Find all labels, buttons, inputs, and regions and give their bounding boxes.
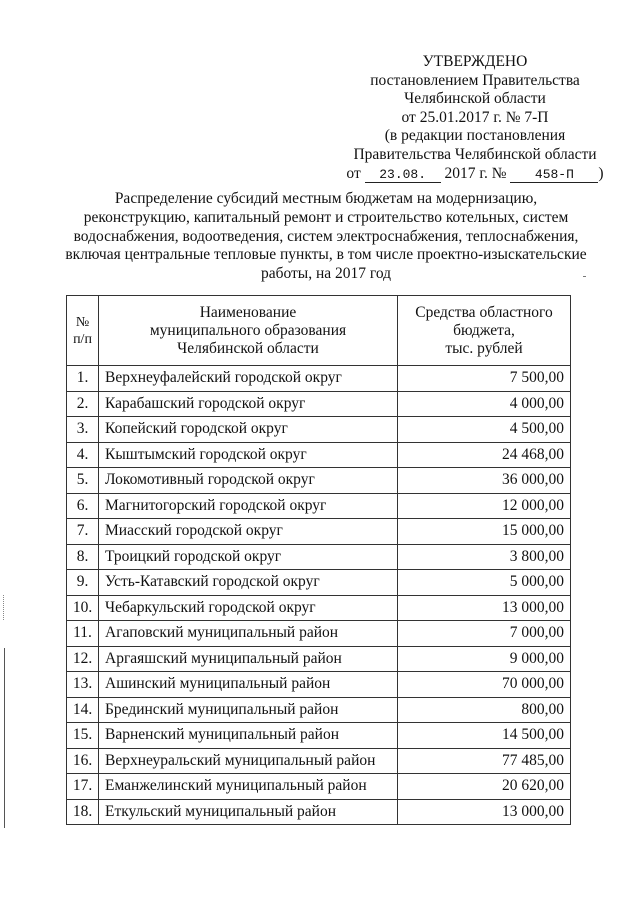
table-row (67, 774, 571, 800)
subsidy-amount: 14 500,00 (398, 723, 571, 749)
table-row (67, 621, 571, 647)
row-number: 7. (67, 519, 99, 545)
amendment-number: 458-П (510, 168, 598, 183)
header-amount: Средства областного бюджета, тыс. рублей (398, 296, 571, 366)
subsidy-table (66, 295, 571, 825)
row-number: 3. (67, 417, 99, 443)
subsidy-amount: 77 485,00 (398, 748, 571, 774)
table-row (67, 672, 571, 698)
subsidy-amount: 800,00 (398, 697, 571, 723)
table-row (67, 417, 571, 443)
row-number: 18. (67, 799, 99, 825)
row-number: 1. (67, 366, 99, 392)
header-number: № п/п (67, 296, 99, 366)
scan-artifact (583, 276, 586, 277)
municipality-name: Копейский городской округ (99, 417, 398, 443)
municipality-name: Аргаяшский муниципальный район (99, 646, 398, 672)
row-number: 9. (67, 570, 99, 596)
row-number: 2. (67, 391, 99, 417)
row-number: 8. (67, 544, 99, 570)
date-prefix: от (346, 164, 361, 182)
approval-stamp (330, 53, 620, 183)
municipality-name: Верхнеуфалейский городской округ (99, 366, 398, 392)
table-row (67, 748, 571, 774)
row-number: 6. (67, 493, 99, 519)
subsidy-amount: 7 000,00 (398, 621, 571, 647)
subsidy-amount: 5 000,00 (398, 570, 571, 596)
table-row (67, 442, 571, 468)
table-row (67, 570, 571, 596)
approval-heading: УТВЕРЖДЕНО (422, 53, 528, 70)
table-row (67, 799, 571, 825)
municipality-name: Ашинский муниципальный район (99, 672, 398, 698)
subsidy-amount: 13 000,00 (398, 595, 571, 621)
subsidy-amount: 70 000,00 (398, 672, 571, 698)
title-line: реконструкцию, капитальный ремонт и строительство котельных, систем (83, 208, 569, 226)
municipality-name: Еткульский муниципальный район (99, 799, 398, 825)
table-row (67, 595, 571, 621)
municipality-name: Троицкий городской округ (99, 544, 398, 570)
approval-line: Правительства Челябинской области (353, 145, 597, 163)
title-line: водоснабжения, водоотведения, систем электроснабжения, теплоснабжения, (73, 227, 579, 245)
row-number: 17. (67, 774, 99, 800)
subsidy-amount: 9 000,00 (398, 646, 571, 672)
amendment-date: 23.08. (365, 168, 441, 183)
approval-line: (в редакции постановления (384, 127, 566, 145)
municipality-name: Еманжелинский муниципальный район (99, 774, 398, 800)
approval-line: Челябинской области (404, 90, 546, 108)
municipality-name: Агаповский муниципальный район (99, 621, 398, 647)
scan-artifact (3, 595, 5, 620)
municipality-name: Локомотивный городской округ (99, 468, 398, 494)
row-number: 12. (67, 646, 99, 672)
municipality-name: Брединский муниципальный район (99, 697, 398, 723)
subsidy-amount: 7 500,00 (398, 366, 571, 392)
approval-line: от 25.01.2017 г. № 7-П (401, 108, 549, 126)
date-year: 2017 г. № (444, 164, 507, 182)
table-row (67, 519, 571, 545)
table-row (67, 697, 571, 723)
subsidy-amount: 4 500,00 (398, 417, 571, 443)
row-number: 11. (67, 621, 99, 647)
header-municipality: Наименование муниципального образования Челябинской области (99, 296, 398, 366)
document-title (62, 190, 590, 284)
municipality-name: Кыштымский городской округ (99, 442, 398, 468)
row-number: 10. (67, 595, 99, 621)
row-number: 5. (67, 468, 99, 494)
amendment-date-line (330, 165, 620, 184)
table-header-row (67, 296, 571, 366)
scan-artifact (4, 648, 5, 828)
table-row (67, 391, 571, 417)
table-row (67, 493, 571, 519)
title-line: включая центральные тепловые пункты, в том числе проектно-изыскательские (65, 246, 587, 264)
approval-line: постановлением Правительства (370, 71, 580, 89)
subsidy-amount: 12 000,00 (398, 493, 571, 519)
title-line: работы, на 2017 год (260, 265, 392, 283)
municipality-name: Карабашский городской округ (99, 391, 398, 417)
subsidy-amount: 20 620,00 (398, 774, 571, 800)
municipality-name: Чебаркульский городской округ (99, 595, 398, 621)
row-number: 16. (67, 748, 99, 774)
row-number: 14. (67, 697, 99, 723)
row-number: 4. (67, 442, 99, 468)
row-number: 15. (67, 723, 99, 749)
municipality-name: Верхнеуральский муниципальный район (99, 748, 398, 774)
subsidy-amount: 13 000,00 (398, 799, 571, 825)
row-number: 13. (67, 672, 99, 698)
subsidy-amount: 4 000,00 (398, 391, 571, 417)
table-row (67, 468, 571, 494)
table-row (67, 544, 571, 570)
subsidy-amount: 15 000,00 (398, 519, 571, 545)
subsidy-amount: 36 000,00 (398, 468, 571, 494)
municipality-name: Миасский городской округ (99, 519, 398, 545)
municipality-name: Усть-Катавский городской округ (99, 570, 398, 596)
table-row (67, 646, 571, 672)
title-line: Распределение субсидий местным бюджетам на модернизацию, (114, 190, 538, 207)
closing-paren: ) (598, 164, 604, 182)
table-row (67, 366, 571, 392)
subsidy-amount: 3 800,00 (398, 544, 571, 570)
table-row (67, 723, 571, 749)
subsidy-amount: 24 468,00 (398, 442, 571, 468)
municipality-name: Магнитогорский городской округ (99, 493, 398, 519)
municipality-name: Варненский муниципальный район (99, 723, 398, 749)
